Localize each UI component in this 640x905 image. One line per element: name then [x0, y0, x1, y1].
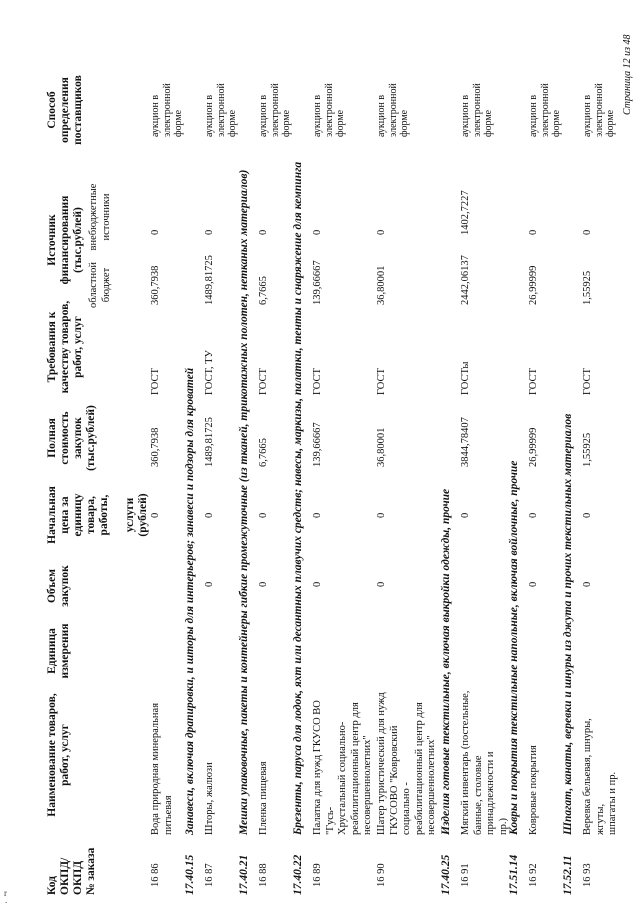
row-extra: 0 [258, 229, 269, 235]
row-full-cost: 360,7938 [150, 427, 161, 467]
header-unit [46, 619, 72, 683]
row-method [376, 67, 411, 137]
row-method-line: аукцион в [460, 94, 471, 137]
row-full-cost: 1,55925 [582, 432, 593, 467]
row-method-line: аукцион в [204, 94, 215, 137]
row-name [582, 687, 620, 835]
row-name-line: Мягкий инвентарь (постельные, [460, 690, 471, 835]
row-start-price: 0 [528, 512, 539, 518]
header-funding-line: финансирования [59, 195, 71, 285]
header-funding-line: (тыс.рублей) [72, 207, 84, 273]
row-method-line: электронной [471, 83, 483, 137]
section-title: Шпагат, канаты, веревки и шнуры из джута и прочих текстильных материалов [562, 413, 574, 835]
header-method-line: Способ [46, 91, 58, 129]
section-code: 17.52.11 [562, 855, 574, 895]
row-start-price: 0 [582, 512, 593, 518]
row-code: 16 93 [582, 863, 593, 887]
header-requirements-line: Требования к [46, 311, 58, 383]
margin-mark: r [4, 888, 7, 898]
row-regional: 1,55925 [582, 270, 593, 305]
row-method-line: форме [551, 109, 562, 137]
row-requirements: ГОСТы [460, 361, 471, 395]
row-full-cost: 26,99999 [528, 427, 539, 467]
header-code-line: № заказа [85, 847, 97, 895]
header-code-line: Код [46, 875, 58, 895]
row-method [258, 67, 293, 137]
row-requirements: ГОСТ [258, 368, 269, 395]
section-code: 17.40.22 [292, 854, 304, 895]
row-start-price: 0 [204, 512, 215, 518]
row-code: 16 90 [376, 863, 387, 887]
header-name [46, 685, 72, 825]
row-start-price: 0 [460, 512, 471, 518]
row-extra: 0 [204, 229, 215, 235]
row-method-line: аукцион в [582, 94, 593, 137]
row-method-line: электронной [593, 83, 605, 137]
row-name-line: реабилитационный центр для [413, 702, 425, 835]
row-regional: 2442,06137 [460, 255, 471, 305]
row-method-line: форме [227, 109, 238, 137]
row-full-cost: 1489,81725 [204, 417, 215, 467]
section-code: 17.40.21 [238, 854, 250, 895]
header-start-price-line: цена за [59, 496, 71, 534]
header-requirements-line: качеству товаров, [59, 300, 71, 394]
row-method-line: форме [335, 109, 346, 137]
row-extra: 0 [150, 229, 161, 235]
row-method-line: форме [605, 109, 616, 137]
row-name-line: реабилитационный центр для [349, 702, 361, 835]
row-code: 16 92 [528, 863, 539, 887]
row-start-price: 0 [258, 512, 269, 518]
header-code-line: ОКПД/ [59, 857, 71, 895]
row-method [582, 67, 617, 137]
header-method [46, 55, 85, 165]
row-requirements: ГОСТ [150, 368, 161, 395]
row-method-line: аукцион в [376, 94, 387, 137]
row-regional: 26,99999 [528, 265, 539, 305]
row-requirements: ГОСТ [582, 368, 593, 395]
header-funding-extra-line: внебюджетные [88, 183, 99, 251]
row-method-line: электронной [323, 83, 335, 137]
row-method-line: аукцион в [312, 94, 323, 137]
section-code: 17.40.25 [440, 854, 452, 895]
row-regional: 36,80001 [376, 265, 387, 305]
header-volume [46, 557, 72, 615]
row-start-price: 0 [376, 512, 387, 518]
row-regional: 360,7938 [150, 265, 161, 305]
row-name-line: Вода природная минеральная питьевая [150, 702, 174, 835]
section-title: Мешки упаковочные, пакеты и контейнеры гибкие промежуточные (из тканей, трикотажных полотен, нетканых материалов) [238, 169, 250, 835]
row-volume: 0 [376, 581, 387, 587]
header-full-cost-line: (тыс.рублей) [85, 405, 97, 471]
row-method-line: электронной [539, 83, 551, 137]
row-full-cost: 6,7665 [258, 438, 269, 467]
row-method-line: форме [483, 109, 494, 137]
header-full-cost-line: закупок [72, 417, 84, 459]
row-requirements: ГОСТ [312, 368, 323, 395]
row-volume: 0 [204, 581, 215, 587]
row-extra: 1402,7227 [460, 190, 471, 235]
header-volume-line: закупок [59, 565, 71, 607]
row-requirements: ГОСТ [528, 368, 539, 395]
header-unit-line: измерения [59, 623, 71, 679]
row-code: 16 88 [258, 863, 269, 887]
row-volume: 0 [528, 581, 539, 587]
row-name-line: несовершеннолетних" [426, 735, 437, 835]
row-method [150, 67, 185, 137]
row-full-cost: 36,80001 [376, 427, 387, 467]
header-funding-regional-line: областной [88, 262, 99, 308]
row-extra: 0 [376, 229, 387, 235]
row-name-line: Пленка пищевая [258, 761, 269, 835]
row-name-line: несовершеннолетних" [362, 735, 373, 835]
header-name-line: работ, услуг [59, 724, 71, 786]
row-start-price: 0 [150, 512, 161, 518]
row-full-cost: 139,66667 [312, 422, 323, 467]
header-start-price-line [111, 480, 124, 550]
section-title: Ковры и покрытия текстильные напольные, включая войлочные, прочие [508, 460, 520, 835]
page-footer: Страница 12 из 48 [622, 34, 633, 115]
row-requirements: ГОСТ, ТУ [204, 350, 215, 395]
row-method [460, 67, 495, 137]
header-full-cost-line: Полная [46, 418, 58, 458]
row-name-line: пр.) [497, 818, 509, 835]
section-title: Изделия готовые текстильные, включая выкройки одежды, прочие [440, 488, 452, 835]
row-name-line: Ковровые покрытия [528, 745, 539, 835]
row-requirements: ГОСТ [376, 368, 387, 395]
section-code: 17.51.14 [508, 854, 520, 895]
row-code: 16 91 [460, 863, 471, 887]
header-start-price [46, 480, 150, 550]
header-funding [46, 165, 85, 315]
row-method-line: аукцион в [258, 94, 269, 137]
section-title: Занавеси, включая драпировки, и шторы для интерьеров; занавеси и подзоры для кроватей [184, 367, 196, 835]
row-regional: 6,7665 [258, 276, 269, 305]
row-extra: 0 [312, 229, 323, 235]
row-name [460, 687, 510, 835]
row-volume: 0 [582, 581, 593, 587]
row-name-line: ГКУСОВО "Ковровский социально - [388, 725, 412, 835]
row-method-line: электронной [387, 83, 399, 137]
row-code: 16 87 [204, 863, 215, 887]
row-full-cost: 3844,78407 [460, 417, 471, 467]
row-name-line: Веревка бельевая, шнуры, жгуты, [582, 718, 606, 835]
row-method [312, 67, 347, 137]
margin-mark-dot: . [5, 895, 8, 905]
header-funding-regional [88, 253, 113, 317]
header-method-line: определения [59, 77, 71, 143]
header-start-price-line: единицу [72, 493, 84, 537]
header-start-price-line: (рублей) [137, 493, 149, 537]
row-regional: 1489,81725 [204, 255, 215, 305]
row-name [204, 687, 217, 835]
header-method-line: поставщиков [72, 75, 84, 145]
row-method-line: форме [281, 109, 292, 137]
header-code [46, 841, 98, 895]
row-method-line: форме [399, 109, 410, 137]
row-method-line: электронной [215, 83, 227, 137]
row-name [258, 687, 271, 835]
row-method-line: аукцион в [528, 94, 539, 137]
row-code: 16 86 [150, 863, 161, 887]
row-extra: 0 [528, 229, 539, 235]
header-start-price-line: Начальная [46, 486, 58, 544]
row-method [528, 67, 563, 137]
row-code: 16 89 [312, 863, 323, 887]
header-start-price-line: товара, [85, 496, 97, 534]
row-name [376, 687, 439, 835]
row-extra: 0 [582, 229, 593, 235]
header-funding-line: Источник [46, 214, 58, 266]
header-full-cost [46, 401, 98, 475]
header-funding-extra [88, 177, 113, 257]
header-code-line: ОКПД [72, 860, 84, 895]
row-method [204, 67, 239, 137]
row-method-line: форме [173, 109, 184, 137]
header-funding-extra-line: источники [100, 193, 112, 241]
row-name-line: шпагаты и пр. [607, 771, 618, 835]
section-code: 17.40.15 [184, 854, 196, 895]
row-name [528, 687, 541, 835]
row-name-line: Палатка для нужд ГКУСО ВО "Гусь- [312, 700, 336, 835]
header-volume-line: Объем [46, 568, 58, 604]
row-name-line: Шторы, жалюзи [204, 762, 215, 835]
row-volume: 0 [312, 581, 323, 587]
header-name-line: Наименование товаров, [46, 693, 58, 817]
header-funding-regional-line: бюджет [100, 267, 112, 303]
row-name [312, 687, 375, 835]
row-method-line: электронной [161, 83, 173, 137]
row-method-line: аукцион в [150, 94, 161, 137]
row-name-line: Хрустальный социально- [337, 721, 348, 835]
header-full-cost-line: стоимость [59, 411, 71, 465]
row-name-line: банные, столовые принадлежности и [472, 751, 496, 835]
header-start-price-line: услуги [124, 497, 136, 533]
row-volume: 0 [258, 581, 269, 587]
row-start-price: 0 [312, 512, 323, 518]
row-name-line: Шатер туристический для нужд [376, 692, 387, 835]
row-name [150, 687, 175, 835]
row-regional: 139,66667 [312, 260, 323, 305]
section-title: Брезенты, паруса для лодок, яхт или десантных плавучих средств; навесы, маркизы, палатки, тенты и снаряжение для кемпинга [292, 161, 304, 835]
header-requirements-line: работ, услуг [72, 316, 84, 378]
row-method-line: электронной [269, 83, 281, 137]
header-start-price-line: работы, [98, 494, 110, 536]
header-unit-line: Единица [46, 628, 58, 674]
